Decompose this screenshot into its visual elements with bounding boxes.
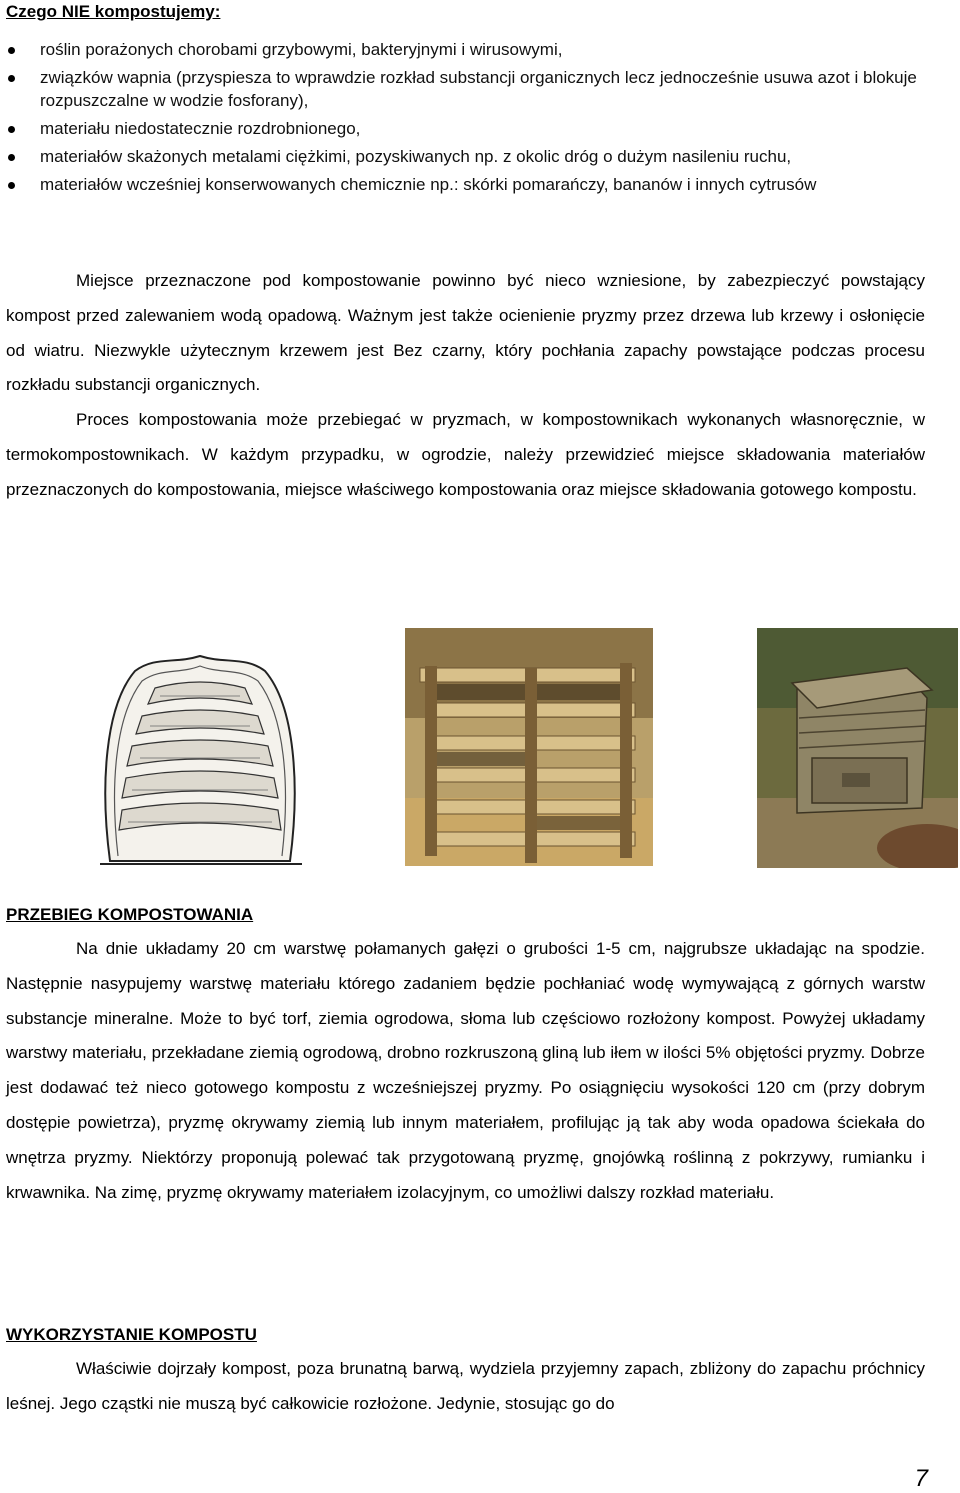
paragraph-usage: Właściwie dojrzały kompost, poza brunatną barwą, wydziela przyjemny zapach, zbliżony do zapachu próchnicy leśnej. Jego cząstki nie muszą być całkowicie rozłożone. Jedynie, stosując go do xyxy=(6,1359,925,1413)
heading-process: PRZEBIEG KOMPOSTOWANIA xyxy=(6,905,254,924)
illustrations-row xyxy=(0,628,960,868)
bullet-icon xyxy=(8,47,15,54)
list-item: roślin porażonych chorobami grzybowymi, bakteryjnymi i wirusowymi, xyxy=(8,38,938,61)
paragraph-process: Na dnie układamy 20 cm warstwę połamanych gałęzi o grubości 1-5 cm, najgrubsze układając na spodzie. Następnie nasypujemy warstwę materiału którego zadaniem będzie pochłaniać wodę wymywającą z górnych warstw substancje mineralne. Może to być torf, ziemia ogrodowa, słoma lub częściowo rozłożony kompost. Powyżej układamy warstwy materiału, przekładane ziemią ogrodową, drobno rozkruszoną gliną lub iłem w ilości 5% objętości pryzmy. Dobrze jest dodawać też nieco gotowego kompostu z wcześniejszej pryzmy. Po osiągnięciu wysokości 120 cm (przy dobrym dostępie powietrza), pryzmę okrywamy ziemią lub innym materiałem, profilując ją tak aby woda opadowa ściekała do wnętrza pryzmy. Niektórzy proponują polewać tak przygotowaną pryzmę, gnojówką roślinną z pokrzywy, rumianku i krwawnika. Na zimę, pryzmę okrywamy materiałem izolacyjnym, co umożliwi dalszy rozkład materiału. xyxy=(6,939,925,1202)
paragraph-location: Miejsce przeznaczone pod kompostowanie powinno być nieco wzniesione, by zabezpieczyć powstający kompost przed zalewaniem wodą opadową. Ważnym jest także ocienienie pryzmy przez drzewa lub krzewy i osłonięcie od wiatru. Niezwykle użytecznym krzewem jest Bez czarny, który pochłania zapachy powstające podczas procesu rozkładu substancji organicznych. xyxy=(6,271,925,395)
bullet-icon xyxy=(8,126,15,133)
bullet-icon xyxy=(8,154,15,161)
list-item: związków wapnia (przyspiesza to wprawdzie rozkład substancji organicznych lecz jednocześnie usuwa azot i blokuje rozpuszczalne w wodzie fosforany), xyxy=(8,66,938,112)
heading-not-compost: Czego NIE kompostujemy: xyxy=(6,2,221,21)
compost-heap-drawing xyxy=(80,646,320,871)
bullet-icon xyxy=(8,182,15,189)
wooden-bin-photo xyxy=(405,628,653,866)
paragraph-methods: Proces kompostowania może przebiegać w pryzmach, w kompostownikach wykonanych własnoręcznie, w termokompostownikach. W każdym przypadku, w ogrodzie, należy przewidzieć miejsce składowania materiałów przeznaczonych do kompostowania, miejsce właściwego kompostowania oraz miejsce składowania gotowego kompostu. xyxy=(6,410,925,499)
excluded-list xyxy=(8,38,938,201)
plastic-bin-photo xyxy=(757,628,958,868)
list-item: materiałów skażonych metalami ciężkimi, pozyskiwanych np. z okolic dróg o dużym nasileniu ruchu, xyxy=(8,145,938,168)
list-item: materiałów wcześniej konserwowanych chemicznie np.: skórki pomarańczy, bananów i innych cytrusów xyxy=(8,173,938,196)
heading-usage: WYKORZYSTANIE KOMPOSTU xyxy=(6,1325,257,1344)
page-number: 7 xyxy=(914,1465,928,1492)
bullet-icon xyxy=(8,75,15,82)
list-item: materiału niedostatecznie rozdrobnionego, xyxy=(8,117,938,140)
